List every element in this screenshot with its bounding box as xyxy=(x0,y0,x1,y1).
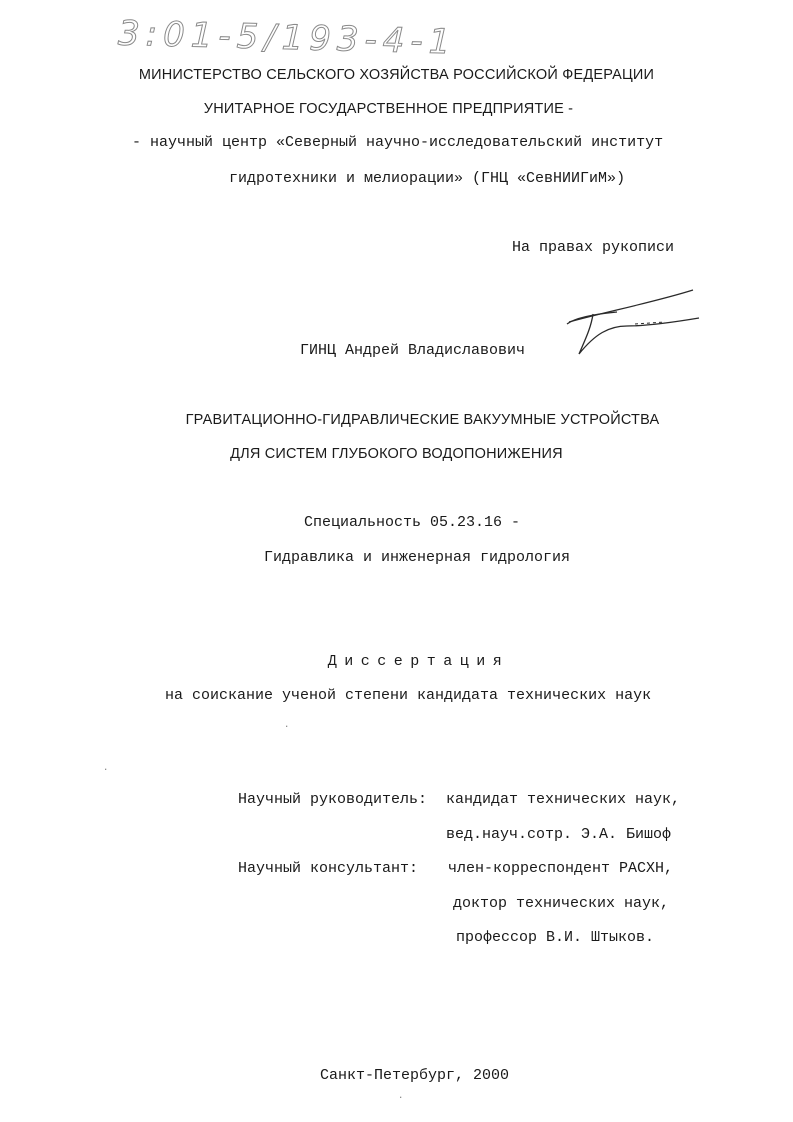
manuscript-note: На правах рукописи xyxy=(512,239,675,256)
thesis-title-line1: ГРАВИТАЦИОННО-ГИДРАВЛИЧЕСКИЕ ВАКУУМНЫЕ УСТРОЙСТВА xyxy=(185,412,660,428)
signature-stroke-top xyxy=(569,290,693,322)
author-signature xyxy=(565,288,705,358)
scan-speck: · xyxy=(103,765,109,775)
consultant-line1: член-корреспондент РАСХН, xyxy=(448,860,674,877)
consultant-label: Научный консультант: xyxy=(238,860,419,877)
archive-stamp: 3:01-5/193-4-1 xyxy=(117,13,457,63)
research-center-line1: - научный центр «Северный научно-исследовательский институт xyxy=(132,134,664,151)
footer-place-year: Санкт-Петербург, 2000 xyxy=(320,1067,510,1084)
scan-speck: · xyxy=(398,1093,404,1103)
supervisor-line2: вед.науч.сотр. Э.А. Бишоф xyxy=(446,826,672,843)
enterprise-name: УНИТАРНОЕ ГОСУДАРСТВЕННОЕ ПРЕДПРИЯТИЕ - xyxy=(203,101,574,117)
scan-speck: · xyxy=(284,722,290,732)
degree-line: на соискание ученой степени кандидата технических наук xyxy=(165,687,652,704)
research-center-line2: гидротехники и мелиорации» (ГНЦ «СевНИИГиМ») xyxy=(229,170,626,187)
ministry-name: МИНИСТЕРСТВО СЕЛЬСКОГО ХОЗЯЙСТВА РОССИЙСКОЙ ФЕДЕРАЦИИ xyxy=(138,67,655,83)
consultant-line3: профессор В.И. Штыков. xyxy=(456,929,655,946)
consultant-line2: доктор технических наук, xyxy=(453,895,670,912)
supervisor-line1: кандидат технических наук, xyxy=(446,791,681,808)
signature-stroke-mid xyxy=(567,312,699,354)
supervisor-label: Научный руководитель: xyxy=(238,791,428,808)
author-name: ГИНЦ Андрей Владиславович xyxy=(300,342,526,359)
work-type-title: Диссертация xyxy=(327,653,510,670)
specialty-code: Специальность 05.23.16 - xyxy=(304,514,521,531)
specialty-name: Гидравлика и инженерная гидрология xyxy=(264,549,571,566)
thesis-title-line2: ДЛЯ СИСТЕМ ГЛУБОКОГО ВОДОПОНИЖЕНИЯ xyxy=(230,446,563,462)
